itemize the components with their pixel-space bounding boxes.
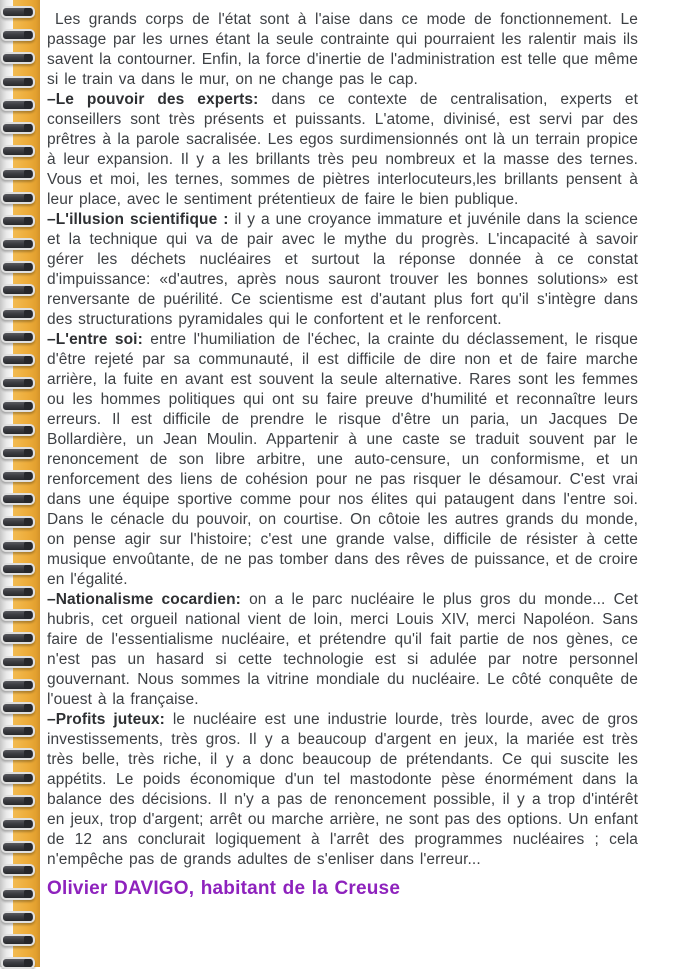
spiral-ring [1, 609, 35, 621]
paragraph-lead: –Profits juteux: [47, 711, 165, 728]
signature: Olivier DAVIGO, habitant de la Creuse [47, 878, 401, 899]
paragraph [47, 10, 638, 90]
spiral-ring [1, 122, 35, 134]
paragraph-text: Les grands corps de l'état sont à l'aise dans ce mode de fonctionnement. Le passage par les urnes étant la seule contrainte qui pourraient les ralentir mais ils savent la contourner. Enfin, la force d'inertie de l'administration est telle que même si le train va dans le mur, on ne change pas le cap. [47, 11, 638, 88]
spiral-ring [1, 702, 35, 714]
paragraph-lead: –L'entre soi: [47, 331, 143, 348]
paragraph-lead: –L'illusion scientifique : [47, 211, 229, 228]
paragraph-text: on a le parc nucléaire le plus gros du monde... Cet hubris, cet orgueil national vient de loin, merci Louis XIV, merci Napoléon. Sans faire de l'essentialisme nucléaire, et prétendre qu'il fait partie de nos gènes, ce n'est pas un hasard si cette technologie est si adulée par notre personnel gouvernant. Nous sommes la vitrine mondiale du nucléaire. Le côté conquête de l'ouest à la française. [47, 591, 638, 708]
spiral-ring [1, 563, 35, 575]
spiral-binding [0, 0, 40, 967]
spiral-ring [1, 470, 35, 482]
spiral-ring [1, 168, 35, 180]
spiral-ring [1, 586, 35, 598]
spiral-ring [1, 957, 35, 969]
spiral-ring [1, 493, 35, 505]
spiral-ring [1, 795, 35, 807]
paragraph [47, 210, 638, 330]
spiral-ring [1, 748, 35, 760]
spiral-ring [1, 192, 35, 204]
spiral-ring [1, 29, 35, 41]
spiral-ring [1, 76, 35, 88]
spiral-ring [1, 447, 35, 459]
paragraph-lead: –Le pouvoir des experts: [47, 91, 259, 108]
spiral-ring [1, 934, 35, 946]
notebook-spine [0, 0, 40, 967]
spiral-ring [1, 818, 35, 830]
spiral-ring [1, 725, 35, 737]
spiral-ring [1, 540, 35, 552]
spiral-ring [1, 284, 35, 296]
paragraph [47, 590, 638, 710]
spiral-ring [1, 331, 35, 343]
spiral-ring [1, 888, 35, 900]
page-content [47, 10, 638, 901]
spiral-ring [1, 145, 35, 157]
spiral-ring [1, 772, 35, 784]
spiral-ring [1, 308, 35, 320]
spiral-ring [1, 52, 35, 64]
paragraph-lead: –Nationalisme cocardien: [47, 591, 241, 608]
spiral-ring [1, 656, 35, 668]
spiral-ring [1, 864, 35, 876]
spiral-ring [1, 424, 35, 436]
spiral-ring [1, 261, 35, 273]
spiral-ring [1, 679, 35, 691]
paragraph [47, 330, 638, 590]
spiral-ring [1, 377, 35, 389]
paragraph [47, 90, 638, 210]
spiral-ring [1, 400, 35, 412]
paragraph-text: le nucléaire est une industrie lourde, très lourde, avec de gros investissements, très gros. Il y a beaucoup d'argent en jeux, la mariée est très très belle, très riche, il y a donc beaucoup de prétendants. Ce qui suscite les appétits. Le poids économique d'un tel mastodonte pèse énormément dans la balance des décisions. Il n'y a pas de renoncement possible, il y a trop d'intérêt en jeux, trop d'argent; arrêt ou marche arrière, ne sont pas des options. Un enfant de 12 ans conclurait logiquement à l'arrêt des programmes nucléaires ; cela n'empêche pas de grands adultes de s'enliser dans l'erreur... [47, 711, 638, 868]
paragraph-text: dans ce contexte de centralisation, experts et conseillers sont très présents et puissants. L'atome, divinisé, est servi par des prêtres à la parole sacralisée. Les egos surdimensionnés ont là un terrain propice à leur expansion. Il y a les brillants très peu nombreux et la masse des ternes. Vous et moi, les ternes, sommes de piètres interlocuteurs,les brillants pensent à leur place, avec le sentiment prétentieux de faire le bien publique. [47, 91, 639, 208]
spiral-ring [1, 632, 35, 644]
spiral-ring [1, 215, 35, 227]
spiral-ring [1, 841, 35, 853]
spiral-ring [1, 238, 35, 250]
paragraph-text: entre l'humiliation de l'échec, la crainte du déclassement, le risque d'être rejeté par sa communauté, il est difficile de dire non et de faire marche arrière, la fuite en avant est souvent la seule alternative. Rares sont les femmes ou les hommes politiques qui ont su faire preuve d'humilité et reconnaître leurs erreurs. Il est difficile de prendre le risque d'être un paria, un Jacques De Bollardière, un Jean Moulin. Appartenir à une caste se traduit souvent par le renoncement de son libre arbitre, une auto-censure, un conformisme, et un renforcement des liens de cohésion pour ne pas risquer le désamour. C'est vrai dans une équipe sportive comme pour nos élites qui pataugent dans l'entre soi. Dans le cénacle du pouvoir, on courtise. On côtoie les autres grands du monde, on pense agir sur l'histoire; c'est une grande valse, difficile de résister à cette musique envoûtante, de ne pas tomber dans des rêves de puissance, et de croire en l'égalité. [47, 331, 639, 588]
spiral-ring [1, 6, 35, 18]
spiral-ring [1, 911, 35, 923]
paragraph [47, 710, 638, 870]
spiral-ring [1, 354, 35, 366]
spiral-ring [1, 99, 35, 111]
spiral-ring [1, 516, 35, 528]
paragraph-text: il y a une croyance immature et juvénile dans la science et la technique qui va de pair avec le mythe du progrès. L'incapacité à savoir gérer les déchets nucléaires et surtout la réponse donnée à ce constat d'impuissance: «d'autres, après nous sauront trouver les bonnes solutions» est renversante de puérilité. Ce scientisme est d'autant plus fort qu'il s'intègre dans des structurations pyramidales qui le confortent et le renforcent. [47, 211, 639, 328]
